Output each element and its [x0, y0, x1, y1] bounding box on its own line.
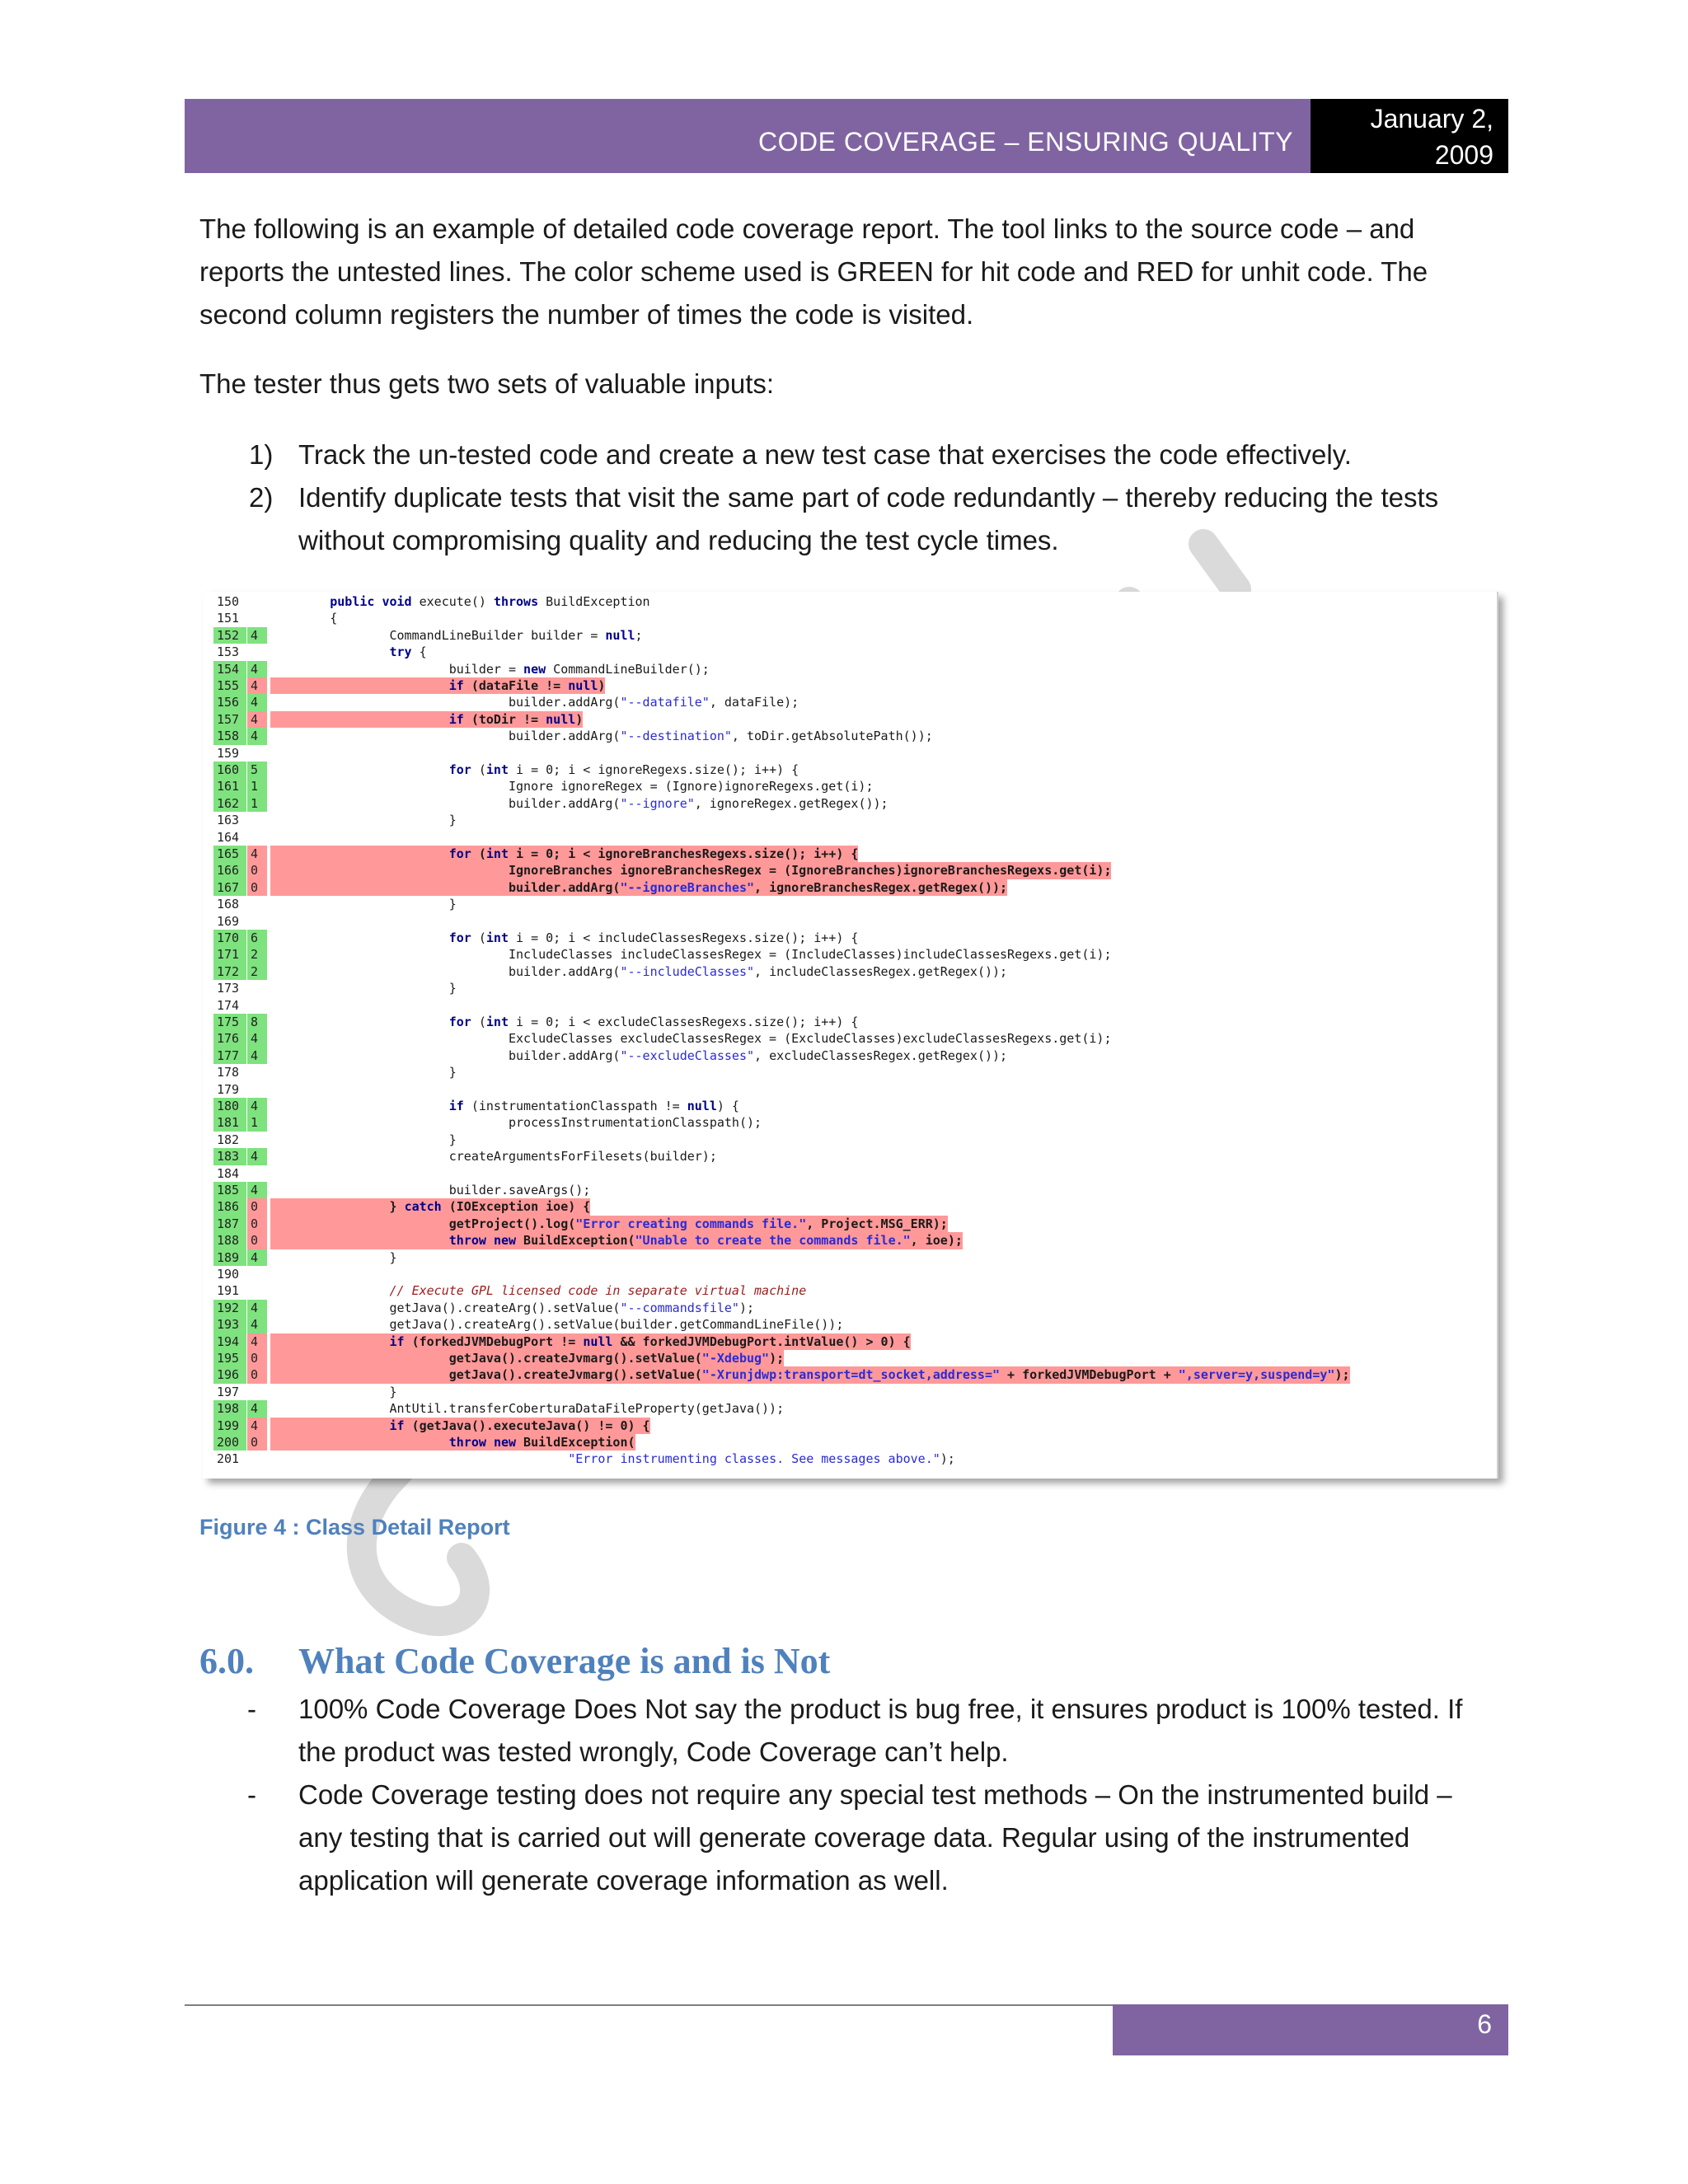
source-code: builder.addArg("--includeClasses", includeClassesRegex.getRegex()); [270, 963, 1008, 979]
code-line [203, 1098, 1497, 1114]
line-number: 168 [217, 897, 240, 912]
code-line [203, 862, 1497, 879]
hit-count [247, 593, 267, 610]
hit-count: 0 [247, 1350, 267, 1366]
hit-count: 0 [247, 1216, 267, 1232]
source-code: builder.addArg("--ignore", ignoreRegex.getRegex()); [270, 795, 889, 811]
hit-count: 0 [247, 1366, 267, 1383]
bullet-dash: - [247, 1694, 256, 1724]
line-number: 176 [213, 1030, 246, 1047]
hit-count: 4 [247, 1249, 267, 1266]
code-line [203, 1064, 1497, 1080]
code-line [203, 1081, 1497, 1098]
hit-count: 0 [247, 1232, 267, 1249]
line-number: 179 [217, 1081, 240, 1097]
line-number: 155 [213, 677, 246, 694]
line-number: 150 [217, 594, 240, 609]
line-number: 174 [217, 997, 240, 1013]
hit-count [247, 610, 267, 626]
source-code: if (instrumentationClasspath != null) { [448, 1099, 739, 1113]
line-number: 183 [213, 1148, 246, 1165]
source-code: "Error instrumenting classes. See messages above."); [568, 1451, 955, 1467]
list-item-text: Track the un-tested code and create a new test case that exercises the code effectively. [298, 439, 1352, 470]
inputs-intro: The tester thus gets two sets of valuable inputs: [199, 368, 775, 399]
hit-count: 1 [247, 795, 267, 812]
hit-count: 4 [247, 1418, 267, 1434]
source-code: Ignore ignoreRegex = (Ignore)ignoreRegexs.get(i); [270, 779, 874, 794]
bullet-dash: - [247, 1779, 256, 1810]
hit-count [247, 1384, 267, 1400]
code-line [203, 1182, 1497, 1198]
code-line [203, 1451, 1497, 1467]
line-number: 172 [213, 963, 246, 980]
code-line [203, 997, 1497, 1014]
hit-count [247, 1282, 267, 1299]
line-number: 186 [213, 1198, 246, 1215]
source-code: } [270, 813, 457, 828]
hit-count: 4 [247, 1182, 267, 1198]
source-code: if (forkedJVMDebugPort != null && forkedJVMDebugPort.intValue() > 0) { [270, 1333, 911, 1350]
line-number: 184 [217, 1165, 240, 1181]
source-code: getJava().createArg().setValue(builder.getCommandLineFile()); [270, 1317, 844, 1333]
source-code: if (dataFile != null) [270, 677, 605, 694]
source-code: getJava().createJvmarg().setValue("-Xrunjdwp:transport=dt_socket,address=" + forkedJVMDebugPort + ",server=y,suspend=y"); [270, 1367, 1350, 1383]
line-number: 175 [213, 1014, 246, 1030]
line-number: 153 [217, 644, 240, 660]
list-item-text: Identify duplicate tests that visit the same part of code redundantly – thereby reducing the tests without compromising quality and reducing the test cycle times. [298, 482, 1439, 555]
line-number: 171 [213, 946, 246, 963]
code-line [203, 1030, 1497, 1047]
bullet-text: 100% Code Coverage Does Not say the product is bug free, it ensures product is 100% tested. If the product was tested wrongly, Code Coverage can’t help. [298, 1694, 1463, 1767]
hit-count [247, 913, 267, 930]
source-code: for (int i = 0; i < includeClassesRegexs.size(); i++) { [448, 930, 859, 945]
line-number: 166 [213, 862, 246, 879]
source-code: // Execute GPL licensed code in separate virtual machine [389, 1283, 807, 1299]
line-number: 192 [213, 1300, 246, 1316]
code-line [203, 1198, 1497, 1215]
line-number: 196 [213, 1366, 246, 1383]
intro-paragraph: The following is an example of detailed code coverage report. The tool links to the source code – and reports the untested lines. The color scheme used is GREEN for hit code and RED for unhit code. The second column registers the number of times the code is visited. [199, 213, 1428, 330]
source-code: try { [389, 644, 427, 660]
line-number: 191 [217, 1283, 240, 1299]
line-number: 180 [213, 1098, 246, 1114]
hit-count: 4 [247, 1333, 267, 1350]
source-code: if (toDir != null) [270, 711, 583, 728]
source-code: IgnoreBranches ignoreBranchesRegex = (IgnoreBranches)ignoreBranchesRegexs.get(i); [270, 863, 1112, 879]
hit-count [247, 812, 267, 828]
source-code: } [270, 1065, 457, 1080]
source-code: } [270, 897, 457, 912]
code-line [203, 1350, 1497, 1366]
line-number: 157 [213, 711, 246, 728]
hit-count: 4 [247, 728, 267, 744]
code-line [203, 1434, 1497, 1451]
line-number: 177 [213, 1047, 246, 1064]
source-code: IncludeClasses includeClassesRegex = (IncludeClasses)includeClassesRegexs.get(i); [270, 947, 1112, 963]
code-line [203, 1316, 1497, 1333]
code-line [203, 980, 1497, 996]
header-date-line2: 2009 [1434, 140, 1493, 170]
hit-count [247, 829, 267, 846]
code-line [203, 1400, 1497, 1417]
hit-count [247, 1451, 267, 1467]
line-number: 165 [213, 846, 246, 862]
source-code: for (int i = 0; i < ignoreRegexs.size(); i++) { [448, 762, 799, 777]
source-code: CommandLineBuilder builder = null; [270, 627, 643, 643]
hit-count [247, 745, 267, 762]
hit-count [247, 1266, 267, 1282]
class-detail-report [203, 592, 1498, 1479]
source-code: { [270, 611, 338, 626]
hit-count: 4 [247, 1400, 267, 1417]
hit-count [247, 1081, 267, 1098]
source-code: for (int i = 0; i < ignoreBranchesRegexs.size(); i++) { [270, 846, 858, 862]
source-code: ExcludeClasses excludeClassesRegex = (ExcludeClasses)excludeClassesRegexs.get(i); [270, 1031, 1112, 1047]
line-number: 167 [213, 879, 246, 896]
code-line [203, 913, 1497, 930]
code-line [203, 644, 1497, 660]
hit-count: 4 [247, 1047, 267, 1064]
hit-count [247, 1165, 267, 1182]
source-code: createArgumentsForFilesets(builder); [270, 1149, 717, 1165]
source-code: getJava().createArg().setValue("--commandsfile"); [270, 1300, 755, 1315]
source-code: throw new BuildException( [270, 1434, 635, 1451]
code-line [203, 1266, 1497, 1282]
code-line [203, 1384, 1497, 1400]
hit-count: 4 [247, 1030, 267, 1047]
line-number: 154 [213, 661, 246, 677]
line-number: 194 [213, 1333, 246, 1350]
line-number: 195 [213, 1350, 246, 1366]
source-code: AntUtil.transferCoberturaDataFileProperty(getJava()); [270, 1401, 785, 1417]
line-number: 158 [213, 728, 246, 744]
line-number: 199 [213, 1418, 246, 1434]
hit-count [247, 1064, 267, 1080]
page-number: 6 [1113, 2004, 1508, 2055]
line-number: 160 [213, 762, 246, 778]
hit-count: 4 [247, 677, 267, 694]
line-number: 182 [217, 1132, 240, 1147]
line-number: 156 [213, 694, 246, 710]
code-line [203, 1418, 1497, 1434]
line-number: 178 [217, 1065, 240, 1080]
source-code: for (int i = 0; i < excludeClassesRegexs.size(); i++) { [448, 1015, 859, 1029]
line-number: 187 [213, 1216, 246, 1232]
source-code: processInstrumentationClasspath(); [270, 1115, 762, 1131]
hit-count [247, 896, 267, 912]
section-number: 6.0. [199, 1641, 254, 1681]
hit-count [247, 997, 267, 1014]
source-code: getProject().log("Error creating commands file.", Project.MSG_ERR); [270, 1216, 948, 1231]
source-code: builder = new CommandLineBuilder(); [270, 661, 710, 677]
source-code: builder.addArg("--datafile", dataFile); [270, 695, 799, 710]
code-line [203, 829, 1497, 846]
hit-count: 4 [247, 661, 267, 677]
line-number: 170 [213, 930, 246, 946]
hit-count [247, 980, 267, 996]
source-code: } [270, 981, 457, 996]
source-code: public void execute() throws BuildException [330, 594, 650, 609]
line-number: 151 [217, 611, 240, 626]
code-line [203, 1232, 1497, 1249]
line-number: 161 [213, 778, 246, 794]
line-number: 198 [213, 1400, 246, 1417]
hit-count: 4 [247, 694, 267, 710]
code-line [203, 1333, 1497, 1350]
source-code: builder.addArg("--destination", toDir.getAbsolutePath()); [270, 729, 933, 744]
hit-count: 1 [247, 1114, 267, 1131]
figure-caption: Figure 4 : Class Detail Report [199, 1515, 510, 1540]
code-line [203, 930, 1497, 946]
code-line [203, 1148, 1497, 1165]
hit-count: 4 [247, 1098, 267, 1114]
source-code: builder.saveArgs(); [270, 1183, 591, 1197]
code-line [203, 728, 1497, 744]
hit-count: 4 [247, 1316, 267, 1333]
code-line [203, 1047, 1497, 1064]
code-line [203, 627, 1497, 644]
source-code: } [270, 1384, 397, 1399]
line-number: 173 [217, 981, 240, 996]
code-line [203, 1165, 1497, 1182]
line-number: 197 [217, 1384, 240, 1399]
hit-count: 0 [247, 1198, 267, 1215]
line-number: 200 [213, 1434, 246, 1451]
code-line [203, 711, 1497, 728]
header-date-line1: January 2, [1370, 104, 1493, 134]
source-code: } [270, 1249, 397, 1265]
section-title: What Code Coverage is and is Not [298, 1641, 831, 1681]
source-code: getJava().createJvmarg().setValue("-Xdebug"); [270, 1351, 785, 1366]
source-code: } catch (IOException ioe) { [270, 1199, 591, 1215]
code-line [203, 1014, 1497, 1030]
list-item-number: 1) [249, 439, 274, 470]
hit-count: 4 [247, 1300, 267, 1316]
line-number: 163 [217, 813, 240, 828]
hit-count: 8 [247, 1014, 267, 1030]
source-code: throw new BuildException("Unable to create the commands file.", ioe); [270, 1232, 963, 1249]
line-number: 185 [213, 1182, 246, 1198]
source-code: builder.addArg("--excludeClasses", excludeClassesRegex.getRegex()); [270, 1047, 1008, 1063]
hit-count: 4 [247, 711, 267, 728]
code-line [203, 610, 1497, 626]
code-line [203, 1216, 1497, 1232]
code-line [203, 677, 1497, 694]
line-number: 152 [213, 627, 246, 644]
hit-count: 4 [247, 1148, 267, 1165]
source-code: if (getJava().executeJava() != 0) { [270, 1418, 650, 1434]
code-line [203, 946, 1497, 963]
code-line [203, 896, 1497, 912]
line-number: 169 [217, 913, 240, 929]
line-number: 159 [217, 745, 240, 761]
line-number: 164 [217, 829, 240, 845]
code-line [203, 661, 1497, 677]
hit-count: 2 [247, 963, 267, 980]
code-line [203, 846, 1497, 862]
hit-count: 2 [247, 946, 267, 963]
code-line [203, 812, 1497, 828]
header-date [1311, 99, 1508, 173]
hit-count: 1 [247, 778, 267, 794]
hit-count [247, 644, 267, 660]
hit-count: 4 [247, 627, 267, 644]
code-line [203, 745, 1497, 762]
line-number: 162 [213, 795, 246, 812]
hit-count: 0 [247, 879, 267, 896]
code-line [203, 1300, 1497, 1316]
code-line [203, 694, 1497, 710]
bullet-text: Code Coverage testing does not require any special test methods – On the instrumented build – any testing that is carried out will generate coverage data. Regular using of the instrumented application will generate coverage information as well. [298, 1779, 1452, 1896]
line-number: 189 [213, 1249, 246, 1266]
line-number: 193 [213, 1316, 246, 1333]
line-number: 201 [217, 1451, 240, 1467]
code-line [203, 879, 1497, 896]
hit-count [247, 1132, 267, 1148]
list-item-number: 2) [249, 482, 274, 513]
hit-count: 5 [247, 762, 267, 778]
line-number: 181 [213, 1114, 246, 1131]
hit-count: 4 [247, 846, 267, 862]
header-title: CODE COVERAGE – ENSURING QUALITY [757, 126, 1293, 157]
hit-count: 0 [247, 1434, 267, 1451]
line-number: 188 [213, 1232, 246, 1249]
code-line [203, 1114, 1497, 1131]
code-line [203, 778, 1497, 794]
code-line [203, 1282, 1497, 1299]
code-line [203, 963, 1497, 980]
code-line [203, 1366, 1497, 1383]
source-code: builder.addArg("--ignoreBranches", ignoreBranchesRegex.getRegex()); [270, 879, 1008, 895]
code-line [203, 1249, 1497, 1266]
code-line [203, 795, 1497, 812]
code-line [203, 1132, 1497, 1148]
code-line [203, 593, 1497, 610]
hit-count: 6 [247, 930, 267, 946]
code-line [203, 762, 1497, 778]
line-number: 190 [217, 1267, 240, 1282]
hit-count: 0 [247, 862, 267, 879]
source-code: } [270, 1132, 457, 1147]
